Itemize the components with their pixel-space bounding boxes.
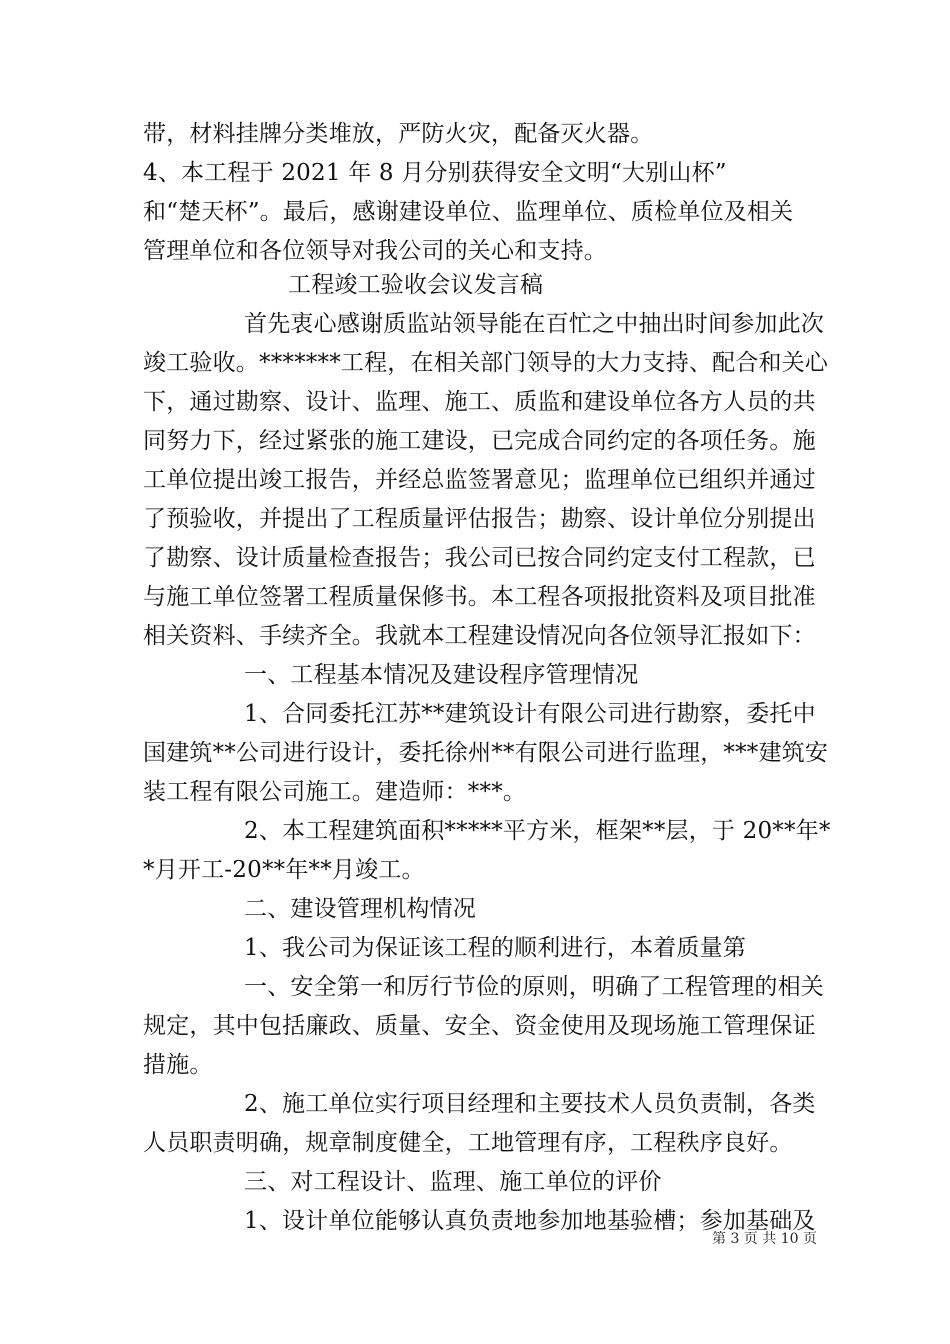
section-heading: 二、建设管理机构情况 — [244, 896, 476, 922]
text-line: 和“楚天杯”。最后，感谢建设单位、监理单位、质检单位及相关 — [143, 199, 794, 225]
text-line: 工单位提出竣工报告，并经总监签署意见；监理单位已组织并通过 — [143, 467, 816, 493]
text-line: 4、本工程于 2021 年 8 月分别获得安全文明“大别山杯” — [143, 160, 727, 186]
section-heading: 一、工程基本情况及建设程序管理情况 — [244, 662, 639, 688]
text-line: 下，通过勘察、设计、监理、施工、质监和建设单位各方人员的共 — [143, 389, 816, 415]
section-heading: 三、对工程设计、监理、施工单位的评价 — [244, 1169, 662, 1195]
page-number: 第 3 页 共 10 页 — [712, 1231, 817, 1247]
text-line: 人员职责明确，规章制度健全，工地管理有序，工程秩序良好。 — [143, 1130, 793, 1156]
text-line: 了预验收，并提出了工程质量评估报告；勘察、设计单位分别提出 — [143, 506, 816, 532]
text-line: 管理单位和各位领导对我公司的关心和支持。 — [143, 238, 607, 264]
text-line: 1、我公司为保证该工程的顺利进行，本着质量第 — [244, 935, 747, 961]
text-line: 了勘察、设计质量检查报告；我公司已按合同约定支付工程款，已 — [143, 545, 816, 571]
text-line: 首先衷心感谢质监站领导能在百忙之中抽出时间参加此次 — [244, 311, 824, 337]
text-line: 相关资料、手续齐全。我就本工程建设情况向各位领导汇报如下： — [143, 623, 816, 649]
section-title: 工程竣工验收会议发言稿 — [288, 272, 544, 298]
text-line: 2、施工单位实行项目经理和主要技术人员负责制，各类 — [244, 1091, 816, 1117]
text-line: 同努力下，经过紧张的施工建设，已完成合同约定的各项任务。施 — [143, 428, 816, 454]
text-line: 1、合同委托江苏**建筑设计有限公司进行勘察，委托中 — [244, 701, 816, 727]
text-line: 1、设计单位能够认真负责地参加地基验槽；参加基础及 — [244, 1208, 816, 1234]
text-line: 竣工验收。*******工程，在相关部门领导的大力支持、配合和关心 — [143, 350, 829, 376]
text-line: 带，材料挂牌分类堆放，严防火灾，配备灭火器。 — [143, 121, 654, 147]
text-line: 装工程有限公司施工。建造师：***。 — [143, 779, 527, 805]
text-line: 与施工单位签署工程质量保修书。本工程各项报批资料及项目批准 — [143, 584, 816, 610]
text-line: 国建筑**公司进行设计，委托徐州**有限公司进行监理，***建筑安 — [143, 740, 829, 766]
text-line: 2、本工程建筑面积*****平方米，框架**层，于 20**年* — [244, 818, 831, 844]
text-line: 一、安全第一和厉行节俭的原则，明确了工程管理的相关 — [244, 974, 824, 1000]
text-line: 规定，其中包括廉政、质量、安全、资金使用及现场施工管理保证 — [143, 1013, 816, 1039]
text-line: 措施。 — [143, 1052, 213, 1078]
text-line: *月开工-20**年**月竣工。 — [143, 857, 425, 883]
